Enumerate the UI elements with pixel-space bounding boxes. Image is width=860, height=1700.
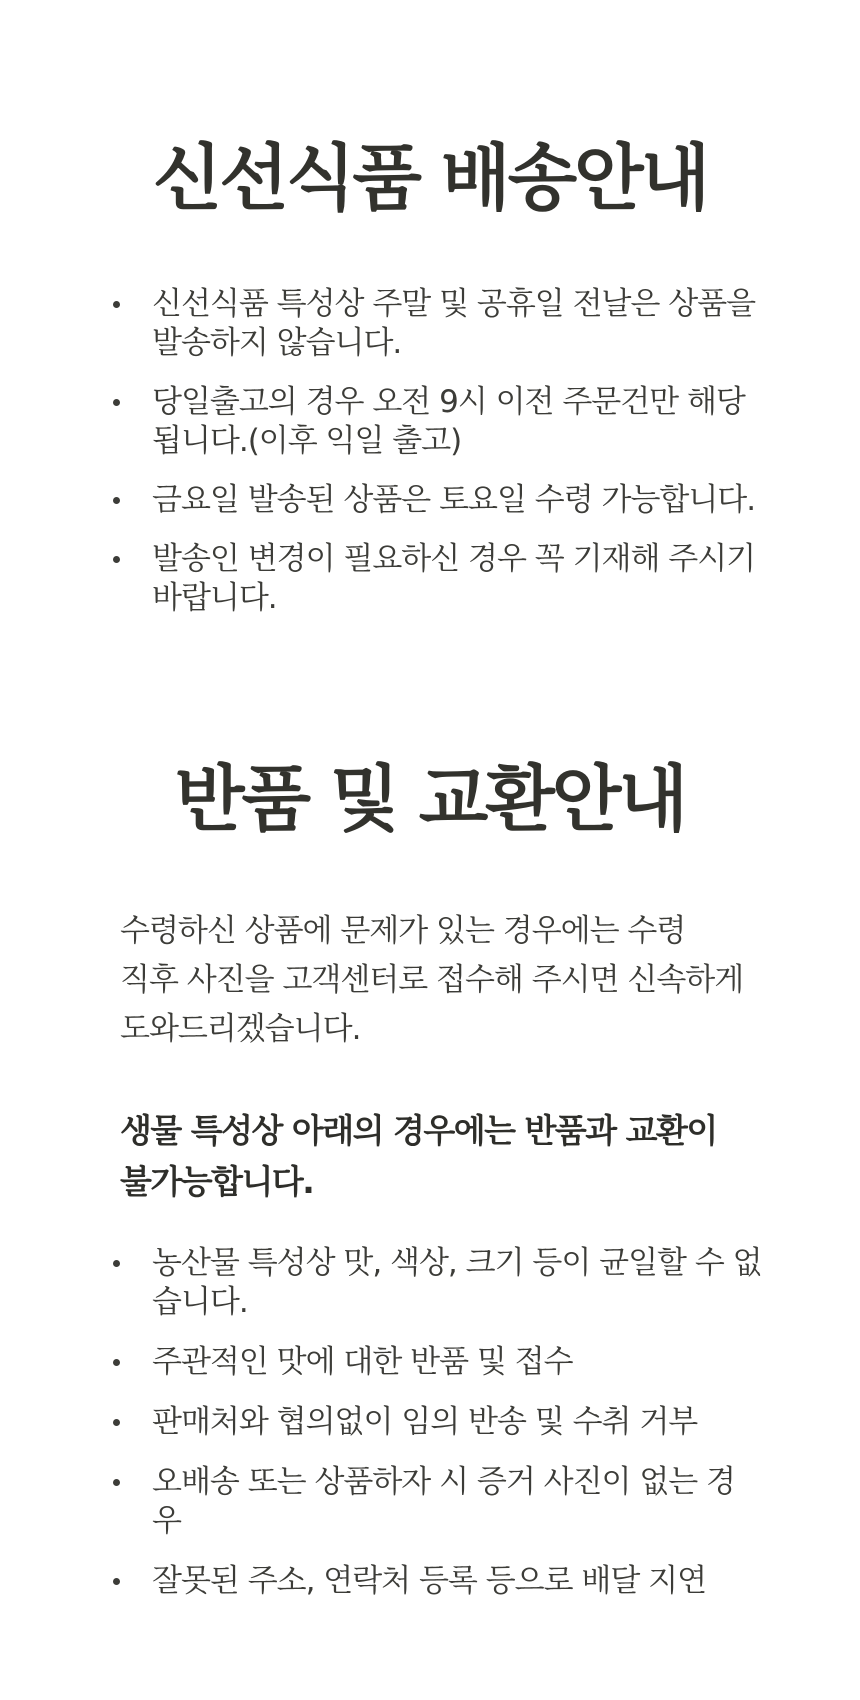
bullet-icon bbox=[113, 1359, 120, 1366]
bullet-icon bbox=[113, 1578, 120, 1585]
list-item bbox=[0, 1343, 762, 1382]
delivery-list bbox=[0, 285, 762, 638]
bullet-icon bbox=[113, 1260, 120, 1267]
list-item bbox=[0, 285, 762, 363]
return-title: 반품 및 교환안내 bbox=[175, 757, 685, 841]
list-item-text: 농산물 특성상 맛, 색상, 크기 등이 균일할 수 없습니다. bbox=[152, 1245, 762, 1320]
bullet-icon bbox=[113, 399, 120, 406]
list-item-text: 판매처와 협의없이 임의 반송 및 수취 거부 bbox=[152, 1404, 698, 1440]
bullet-icon bbox=[113, 1419, 120, 1426]
list-item-text: 금요일 발송된 상품은 토요일 수령 가능합니다. bbox=[152, 482, 756, 518]
delivery-title: 신선식품 배송안내 bbox=[152, 136, 708, 220]
list-item bbox=[0, 1403, 762, 1442]
list-item-text: 주관적인 맛에 대한 반품 및 접수 bbox=[152, 1344, 573, 1380]
list-item bbox=[0, 1244, 762, 1322]
bullet-icon bbox=[113, 301, 120, 308]
list-item-text: 당일출고의 경우 오전 9시 이전 주문건만 해당 됩니다.(이후 익일 출고) bbox=[152, 384, 745, 459]
list-item bbox=[0, 481, 762, 520]
list-item bbox=[0, 1463, 762, 1541]
list-item-text: 잘못된 주소, 연락처 등록 등으로 배달 지연 bbox=[152, 1563, 707, 1599]
list-item bbox=[0, 1562, 762, 1601]
list-item bbox=[0, 540, 762, 618]
return-description: 수령하신 상품에 문제가 있는 경우에는 수령 직후 사진을 고객센터로 접수해 주시면 신속하게 도와드리겠습니다. bbox=[120, 913, 744, 1047]
list-item-text: 신선식품 특성상 주말 및 공휴일 전날은 상품을 발송하지 않습니다. bbox=[152, 286, 756, 361]
bullet-icon bbox=[113, 497, 120, 504]
list-item-text: 발송인 변경이 필요하신 경우 꼭 기재해 주시기 바랍니다. bbox=[152, 541, 756, 616]
list-item-text: 오배송 또는 상품하자 시 증거 사진이 없는 경우 bbox=[152, 1464, 736, 1539]
return-restriction-note: 생물 특성상 아래의 경우에는 반품과 교환이 불가능합니다. bbox=[120, 1111, 717, 1201]
return-restriction-list bbox=[0, 1244, 762, 1622]
list-item bbox=[0, 383, 762, 461]
bullet-icon bbox=[113, 1479, 120, 1486]
bullet-icon bbox=[113, 556, 120, 563]
